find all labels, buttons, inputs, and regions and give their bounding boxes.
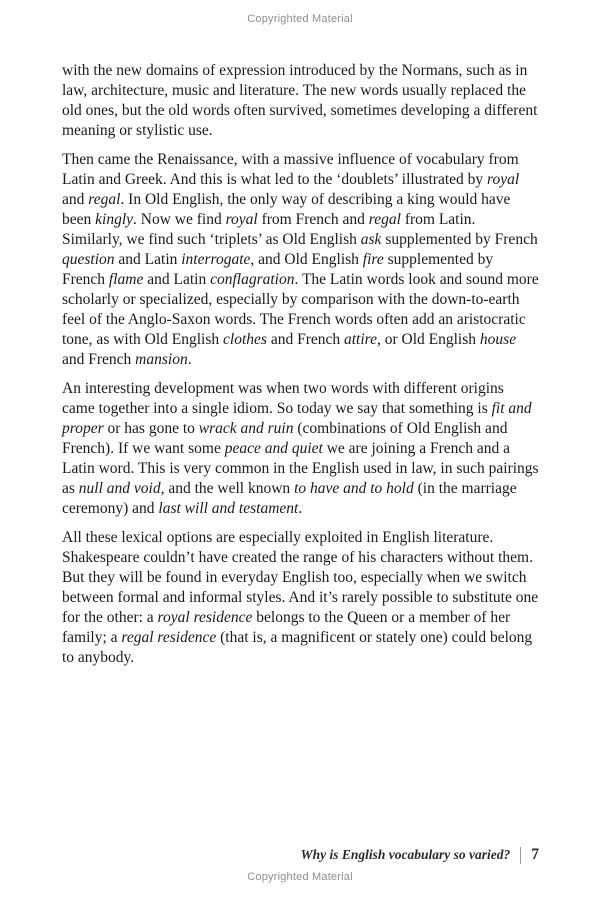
paragraph (62, 150, 539, 370)
running-title: Why is English vocabulary so varied? (300, 847, 511, 862)
page-footer (301, 846, 539, 864)
text-run: from French and (257, 211, 369, 228)
italic-text-run: attire (343, 331, 377, 348)
text-run: , or Old English (377, 331, 480, 348)
italic-text-run: last will and testament (158, 500, 299, 517)
text-run: and Latin (143, 271, 211, 288)
text-run: and (62, 191, 89, 208)
italic-text-run: regal (368, 211, 401, 228)
text-run: . (298, 500, 303, 517)
italic-text-run: to have and to hold (294, 480, 414, 497)
page-number: 7 (531, 846, 539, 863)
text-run: Then came the Renaissance, with a massive influence of vocabulary from Latin and Greek. And this is what led to the ‘doublets’ illustrated by (62, 151, 519, 188)
text-run: or has gone to (103, 420, 199, 437)
text-run: . The Latin words look and sound more scholarly or specialized, especially by comparison with the down-to-earth feel of the Anglo-Saxon words. The French words often add an aristocratic tone, as with Old English (62, 271, 539, 348)
text-run: . In Old English, the only way of describing a king would have been (62, 191, 511, 228)
italic-text-run: royal residence (157, 609, 253, 626)
italic-text-run: royal (487, 171, 520, 188)
text-run: An interesting development was when two words with different origins came together into a single idiom. So today we say that something is (62, 380, 504, 417)
italic-text-run: interrogate (181, 251, 251, 268)
italic-text-run: ask (360, 231, 382, 248)
italic-text-run: null and void (78, 480, 161, 497)
text-run: and Latin (114, 251, 182, 268)
italic-text-run: fire (362, 251, 384, 268)
text-run: and French (266, 331, 344, 348)
paragraph (62, 379, 539, 519)
page-body-text (62, 61, 539, 677)
paragraph (62, 61, 539, 141)
text-run: we are joining a French and a Latin word. This is very common in the English used in law, in such pairings as (62, 440, 539, 497)
italic-text-run: conflagration (210, 271, 295, 288)
text-run: supplemented by French (381, 231, 538, 248)
text-run: and French (62, 351, 136, 368)
italic-text-run: peace and quiet (224, 440, 323, 457)
text-run: (that is, a magnificent or stately one) could belong to anybody. (62, 629, 533, 666)
italic-text-run: flame (108, 271, 144, 288)
italic-text-run: question (62, 251, 115, 268)
italic-text-run: royal (225, 211, 258, 228)
text-run: . Now we find (133, 211, 226, 228)
text-run: with the new domains of expression introduced by the Normans, such as in law, architecture, music and literature. The new words usually replaced the old ones, but the old words often survived, sometimes developing a different meaning or stylistic use. (62, 62, 538, 139)
italic-text-run: mansion (135, 351, 188, 368)
italic-text-run: wrack and ruin (198, 420, 294, 437)
italic-text-run: regal residence (121, 629, 217, 646)
italic-text-run: kingly (95, 211, 134, 228)
text-run: supplemented by French (62, 251, 494, 288)
text-run: , and Old English (250, 251, 363, 268)
text-run: . (187, 351, 192, 368)
text-run: belongs to the Queen or a member of her family; a (62, 609, 511, 646)
italic-text-run: regal (88, 191, 121, 208)
text-run: (combinations of Old English and French). If we want some (62, 420, 508, 457)
italic-text-run: fit and proper (62, 400, 532, 437)
italic-text-run: clothes (223, 331, 267, 348)
italic-text-run: house (479, 331, 517, 348)
paragraph (62, 528, 539, 668)
copyright-notice-top: Copyrighted Material (247, 13, 353, 25)
text-run: from Latin. Similarly, we find such ‘triplets’ as Old English (62, 211, 476, 248)
copyright-notice-bottom: Copyrighted Material (247, 871, 353, 883)
text-run: (in the marriage ceremony) and (62, 480, 517, 517)
footer-divider (520, 847, 521, 864)
text-run: All these lexical options are especially exploited in English literature. Shakespeare couldn’t have created the range of his characters without them. But they will be found in everyday English too, especially when we switch between formal and informal styles. And it’s rarely possible to substitute one for the other: a (62, 529, 539, 626)
text-run: , and the well known (160, 480, 295, 497)
